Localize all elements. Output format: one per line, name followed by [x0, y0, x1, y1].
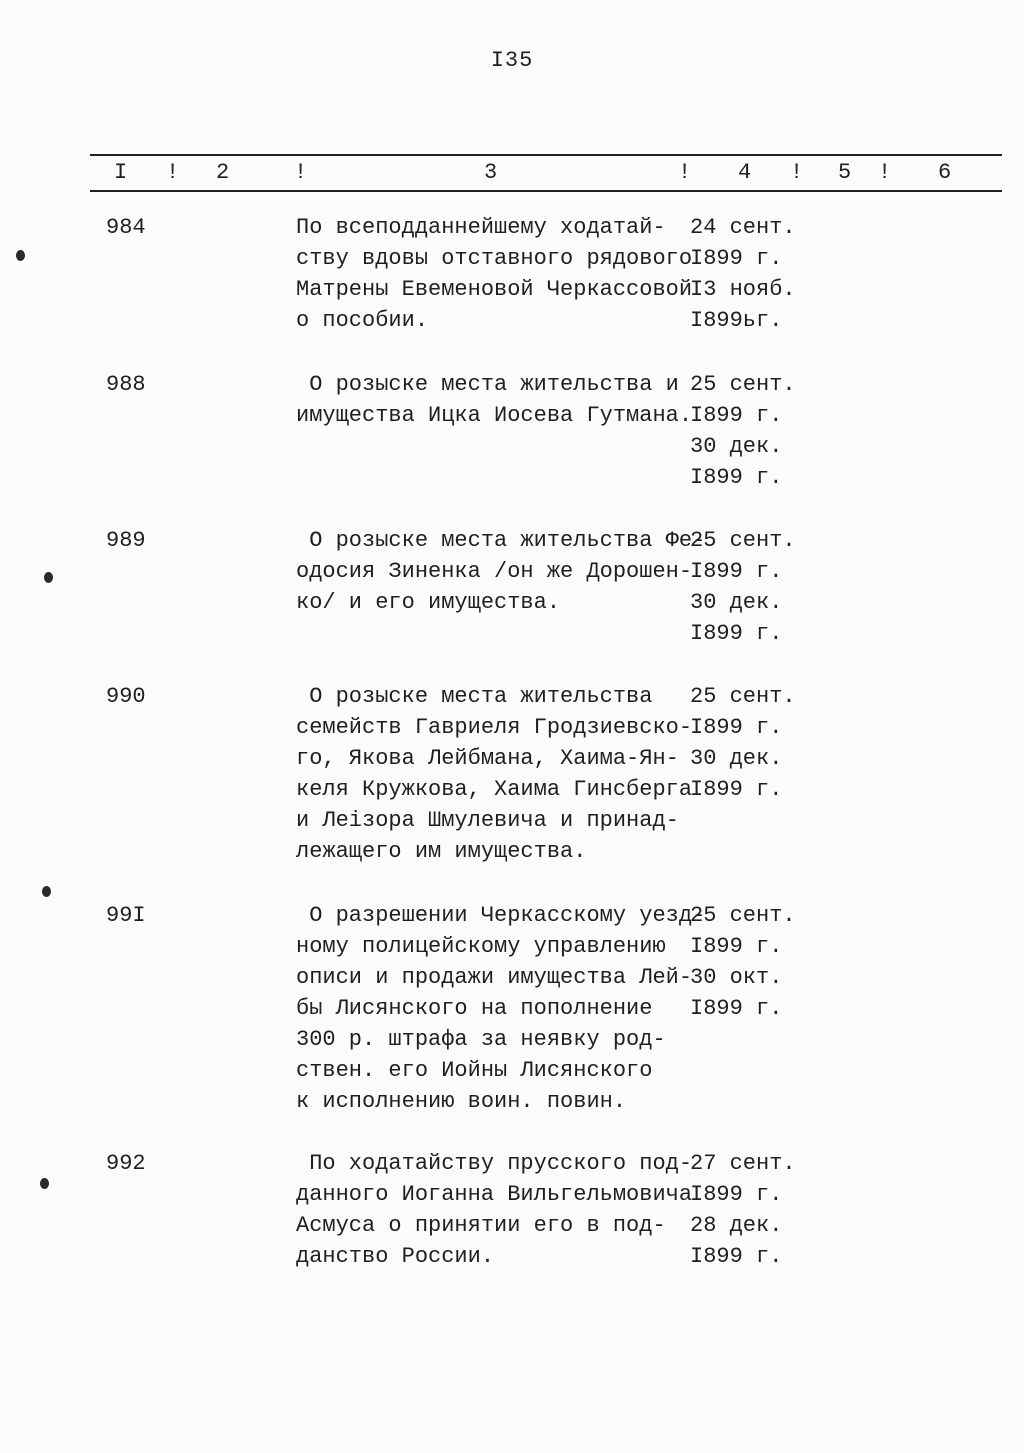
record-dates: [690, 525, 890, 649]
date-line: 25 сент.: [690, 372, 796, 397]
header-separator: !: [294, 160, 308, 185]
description-line: ствен. его Иойны Лисянского: [296, 1058, 653, 1083]
description-line: ному полицейскому управлению: [296, 934, 666, 959]
description-line: Асмуса о принятии его в под-: [296, 1213, 666, 1238]
binder-hole-mark: [42, 886, 51, 897]
description-line: О разрешении Черкасскому уезд-: [296, 903, 706, 928]
description-line: О розыске места жительства Фе-: [296, 528, 706, 553]
date-line: 24 сент.: [690, 215, 796, 240]
date-line: I899 г.: [690, 403, 783, 428]
description-line: келя Кружкова, Хаима Гинсберга: [296, 777, 693, 802]
header-separator: !: [790, 160, 804, 185]
date-line: 25 сент.: [690, 528, 796, 553]
date-line: I899ьг.: [690, 308, 783, 333]
date-line: 30 дек.: [690, 746, 783, 771]
description-line: имущества Ицка Иосева Гутмана.: [296, 403, 693, 428]
header-col-5: 5: [838, 160, 852, 185]
record-number: 990: [106, 684, 146, 709]
table-rule-top: [90, 154, 1002, 156]
date-line: 30 окт.: [690, 965, 783, 990]
date-line: 30 дек.: [690, 590, 783, 615]
binder-hole-mark: [44, 572, 53, 583]
description-line: и Леiзора Шмулевича и принад-: [296, 808, 679, 833]
date-line: 25 сент.: [690, 903, 796, 928]
description-line: о пособии.: [296, 308, 429, 333]
description-line: О розыске места жительства и: [296, 372, 679, 397]
record-dates: [690, 369, 890, 493]
binder-hole-mark: [16, 250, 25, 261]
description-line: семейств Гавриеля Гродзиевско-: [296, 715, 693, 740]
date-line: I899 г.: [690, 777, 783, 802]
header-col-4: 4: [738, 160, 752, 185]
date-line: 30 дек.: [690, 434, 783, 459]
record-dates: [690, 1148, 890, 1272]
date-line: I899 г.: [690, 465, 783, 490]
description-line: описи и продажи имущества Лей-: [296, 965, 693, 990]
record-description: [296, 369, 693, 431]
description-line: Матрены Евеменовой Черкассовой: [296, 277, 693, 302]
table-rule-bottom: [90, 190, 1002, 192]
record-description: [296, 525, 706, 618]
record-number: 984: [106, 215, 146, 240]
date-line: I899 г.: [690, 715, 783, 740]
date-line: I899 г.: [690, 1244, 783, 1269]
description-line: го, Якова Лейбмана, Хаима-Ян-: [296, 746, 679, 771]
record-description: [296, 900, 706, 1117]
record-description: [296, 681, 693, 867]
record-dates: [690, 212, 890, 336]
header-col-3: 3: [484, 160, 498, 185]
date-line: I899 г.: [690, 996, 783, 1021]
description-line: 300 р. штрафа за неявку род-: [296, 1027, 666, 1052]
date-line: I899 г.: [690, 246, 783, 271]
description-line: к исполнению воин. повин.: [296, 1089, 627, 1114]
description-line: ству вдовы отставного рядового: [296, 246, 693, 271]
header-separator: !: [678, 160, 692, 185]
description-line: О розыске места жительства: [296, 684, 653, 709]
page-number: I35: [490, 48, 534, 73]
date-line: 28 дек.: [690, 1213, 783, 1238]
description-line: ко/ и его имущества.: [296, 590, 561, 615]
record-description: [296, 1148, 693, 1272]
description-line: По ходатайству прусского под-: [296, 1151, 693, 1176]
description-line: лежащего им имущества.: [296, 839, 587, 864]
record-number: 988: [106, 372, 146, 397]
date-line: I899 г.: [690, 621, 783, 646]
description-line: По всеподданнейшему ходатай-: [296, 215, 666, 240]
description-line: одосия Зиненка /он же Дорошен-: [296, 559, 693, 584]
date-line: I899 г.: [690, 559, 783, 584]
header-separator: !: [878, 160, 892, 185]
header-separator: !: [166, 160, 180, 185]
header-col-1: I: [114, 160, 128, 185]
record-dates: [690, 900, 890, 1024]
date-line: 25 сент.: [690, 684, 796, 709]
header-col-2: 2: [216, 160, 230, 185]
date-line: 27 сент.: [690, 1151, 796, 1176]
binder-hole-mark: [40, 1178, 49, 1189]
description-line: бы Лисянского на пополнение: [296, 996, 653, 1021]
header-col-6: 6: [938, 160, 952, 185]
record-number: 992: [106, 1151, 146, 1176]
description-line: данство России.: [296, 1244, 495, 1269]
record-dates: [690, 681, 890, 805]
date-line: I899 г.: [690, 1182, 783, 1207]
record-number: 99I: [106, 903, 146, 928]
description-line: данного Иоганна Вильгельмовича: [296, 1182, 693, 1207]
date-line: I3 нояб.: [690, 277, 796, 302]
record-description: [296, 212, 693, 336]
date-line: I899 г.: [690, 934, 783, 959]
record-number: 989: [106, 528, 146, 553]
